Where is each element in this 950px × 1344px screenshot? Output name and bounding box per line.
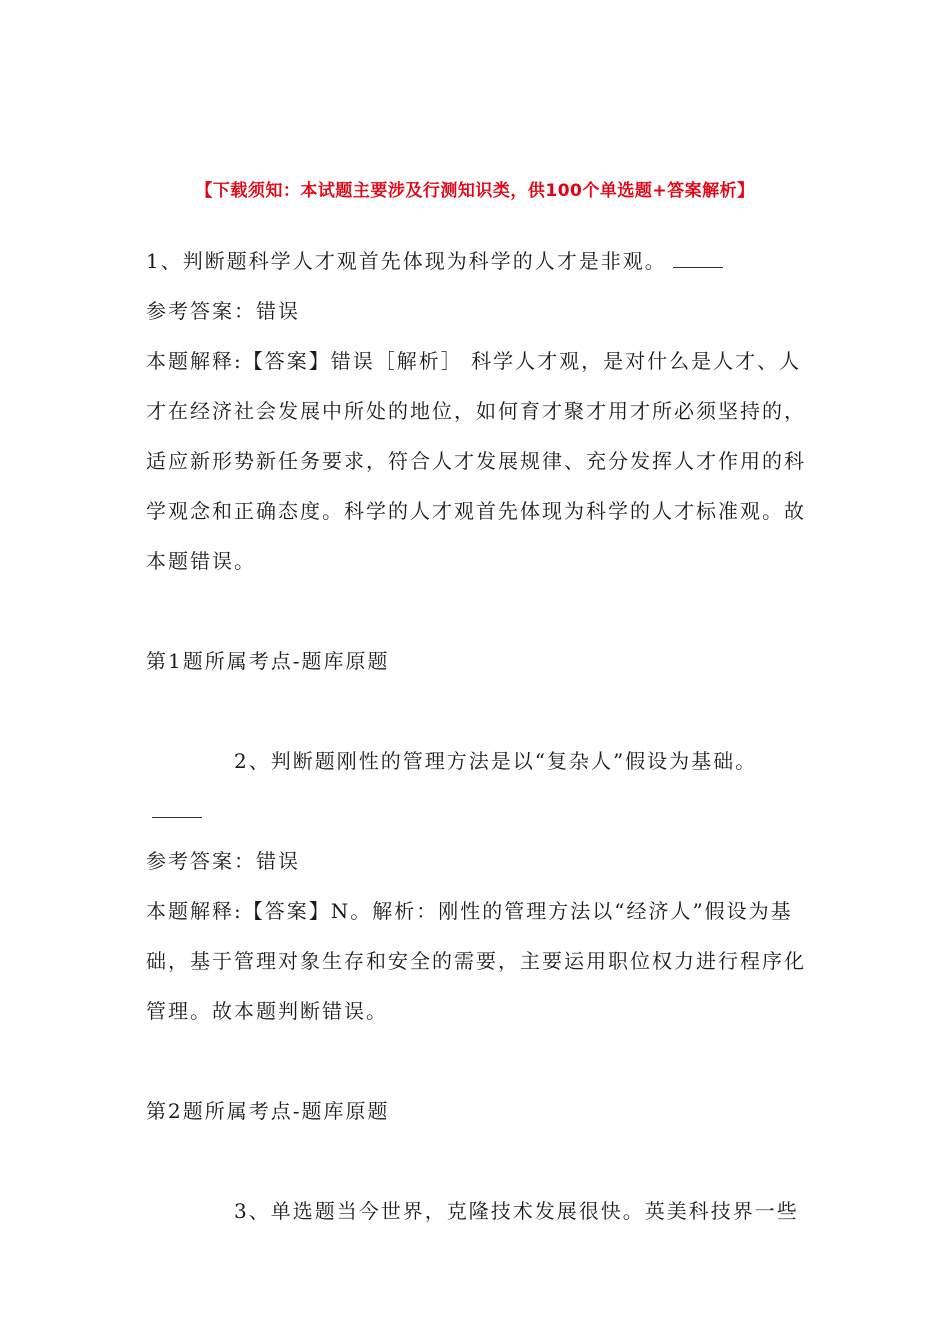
- question-2-topic: 第2题所属考点-题库原题: [146, 1099, 390, 1123]
- question-2-explanation: 本题解释:【答案】N。解析：刚性的管理方法以“经济人”假设为基础，基于管理对象生存和安全的需要，主要运用职位权力进行程序化管理。故本题判断错误。: [146, 899, 806, 1023]
- question-1-explanation: 本题解释:【答案】错误［解析］ 科学人才观，是对什么是人才、人才在经济社会发展中所处的地位，如何育才聚才用才所必须坚持的，适应新形势新任务要求，符合人才发展规律、充分发挥人才作用的科学观念和正确态度。科学的人才观首先体现为科学的人才标准观。故本题错误。: [146, 349, 806, 573]
- question-2-stem-text: 2、判断题刚性的管理方法是以“复杂人”假设为基础。: [234, 749, 758, 773]
- question-1-stem-text: 1、判断题科学人才观首先体现为科学的人才是非观。: [146, 249, 667, 273]
- question-1-answer: 参考答案：错误: [146, 299, 300, 323]
- question-list: [146, 236, 806, 1236]
- download-notice: 【下载须知：本试题主要涉及行测知识类，供100个单选题+答案解析】: [195, 181, 755, 201]
- question-2-stem: [146, 736, 806, 836]
- answer-blank: [673, 247, 723, 268]
- answer-blank: [152, 797, 202, 818]
- question-3-stem: [146, 1186, 806, 1236]
- question-3-stem-text: 3、单选题当今世界，克隆技术发展很快。英美科技界一些: [234, 1199, 799, 1223]
- question-2-answer: 参考答案：错误: [146, 849, 300, 873]
- question-1-topic: 第1题所属考点-题库原题: [146, 649, 390, 673]
- question-1-stem: [146, 236, 806, 286]
